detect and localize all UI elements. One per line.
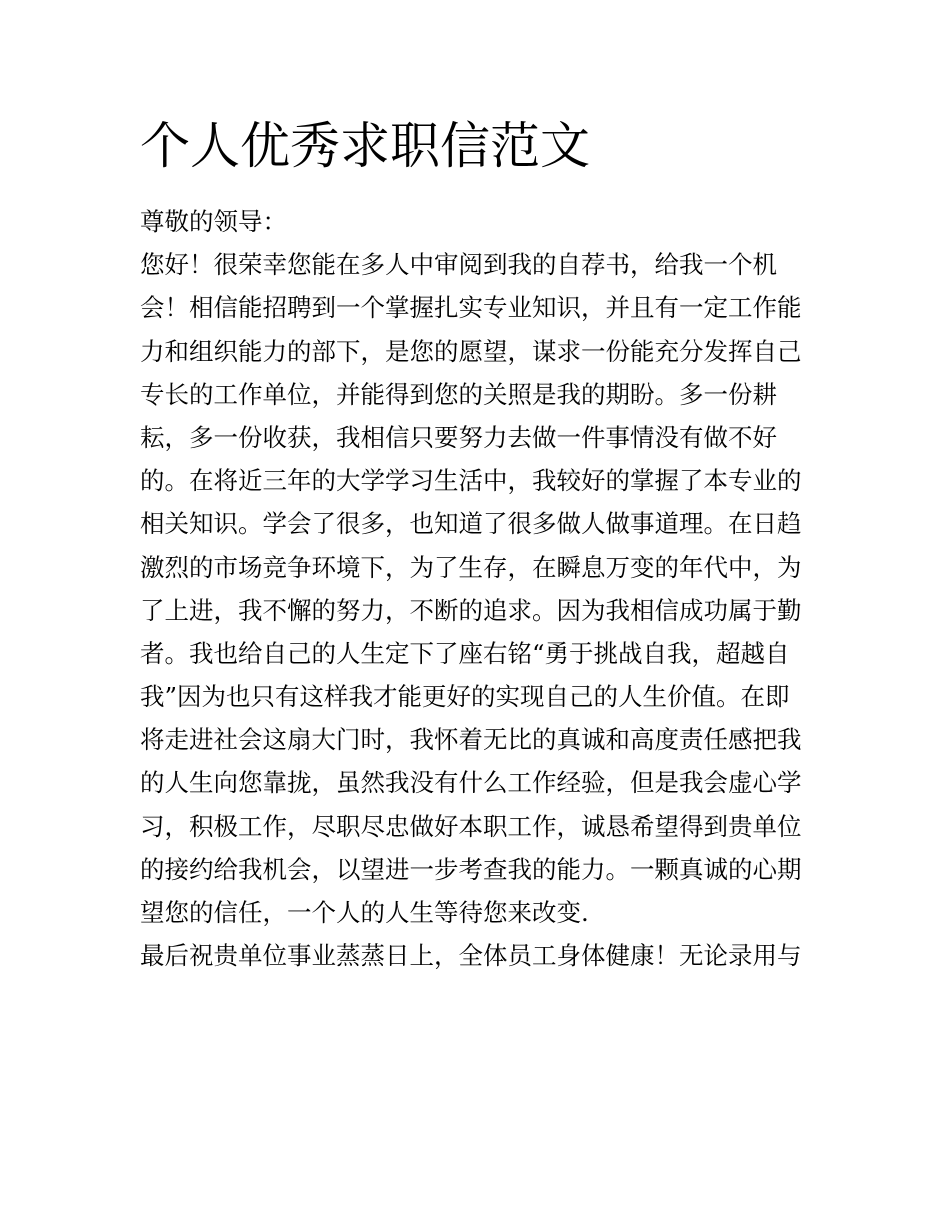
body-line: 者。我也给自己的人生定下了座右铭“勇于挑战自我，超越自 bbox=[140, 638, 790, 668]
body-line: 力和组织能力的部下，是您的愿望，谋求一份能充分发挥自己 bbox=[140, 336, 802, 366]
body-line: 的。在将近三年的大学学习生活中，我较好的掌握了本专业的 bbox=[140, 466, 802, 496]
body-line: 激烈的市场竞争环境下，为了生存，在瞬息万变的年代中，为 bbox=[140, 552, 802, 582]
salutation-line: 尊敬的领导： bbox=[140, 207, 287, 236]
body-line: 专长的工作单位，并能得到您的关照是我的期盼。多一份耕 bbox=[140, 379, 777, 409]
body-line: 耘，多一份收获，我相信只要努力去做一件事情没有做不好 bbox=[140, 422, 777, 452]
body-line: 的接约给我机会，以望进一步考查我的能力。一颗真诚的心期 bbox=[140, 854, 802, 884]
body-line: 了上进，我不懈的努力，不断的追求。因为我相信成功属于勤 bbox=[140, 595, 802, 625]
body-line: 的人生向您靠拢，虽然我没有什么工作经验，但是我会虚心学 bbox=[140, 768, 802, 798]
letter-body bbox=[140, 200, 820, 977]
body-line: 我”因为也只有这样我才能更好的实现自己的人生价值。在即 bbox=[140, 682, 790, 712]
body-line: 您好！很荣幸您能在多人中审阅到我的自荐书，给我一个机 bbox=[140, 250, 777, 280]
body-line: 将走进社会这扇大门时，我怀着无比的真诚和高度责任感把我 bbox=[140, 725, 802, 755]
body-line: 相关知识。学会了很多，也知道了很多做人做事道理。在日趋 bbox=[140, 509, 802, 539]
closing-line: 最后祝贵单位事业蒸蒸日上，全体员工身体健康！无论录用与 bbox=[140, 941, 802, 971]
body-line: 习，积极工作，尽职尽忠做好本职工作，诚恳希望得到贵单位 bbox=[140, 811, 802, 841]
document-title: 个人优秀求职信范文 bbox=[140, 117, 590, 175]
body-line: 望您的信任，一个人的人生等待您来改变. bbox=[140, 898, 589, 927]
body-line: 会！相信能招聘到一个掌握扎实专业知识，并且有一定工作能 bbox=[140, 293, 802, 323]
